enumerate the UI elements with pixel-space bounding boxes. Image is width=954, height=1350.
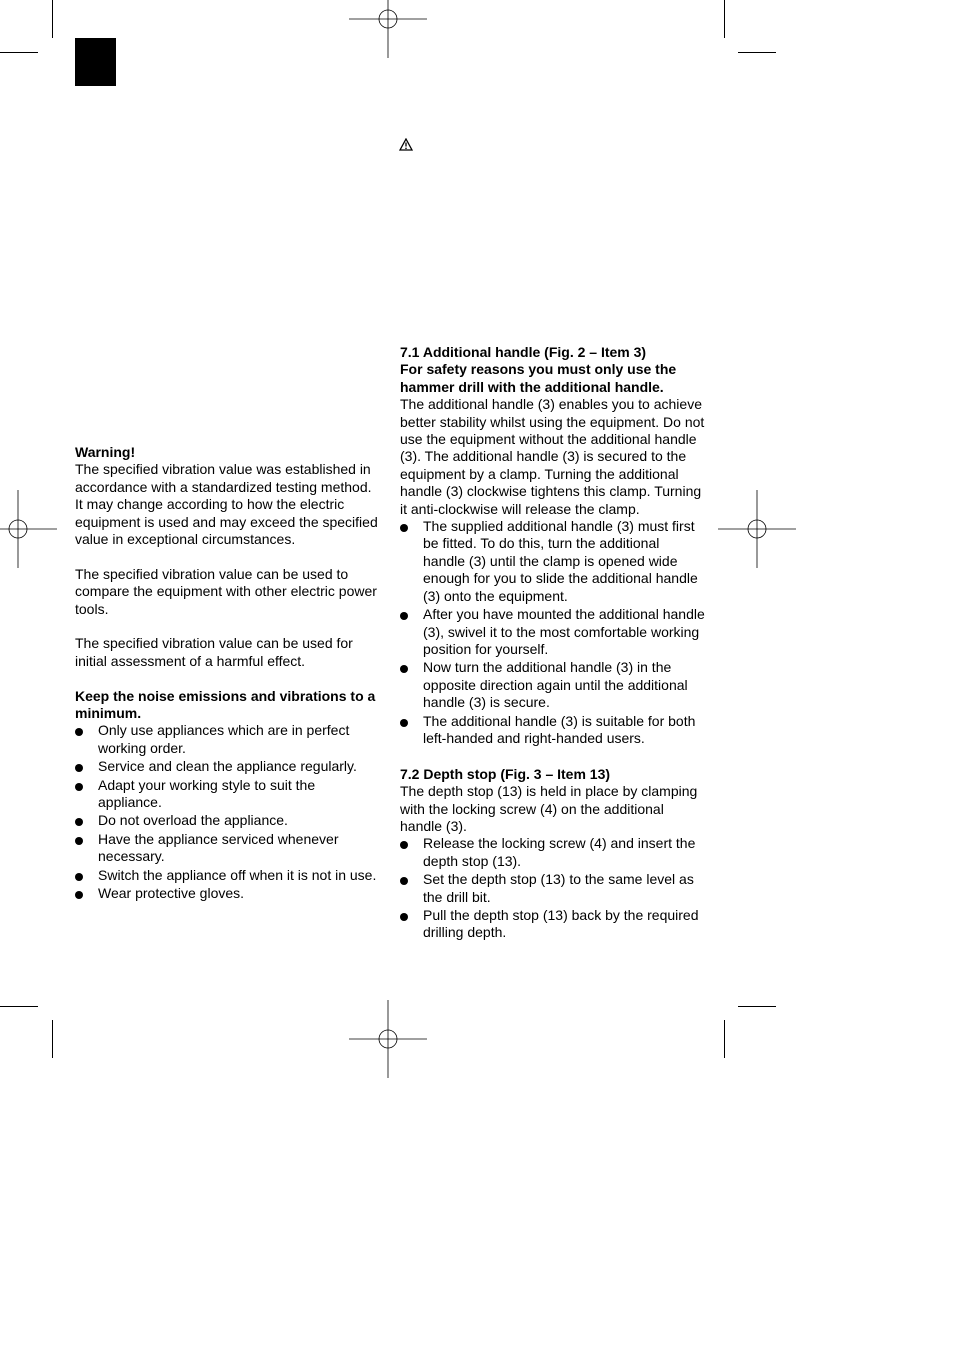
paragraph: The specified vibration value was established in accordance with a standardized testing method. It may change according to how the electric equipment is used and may exceed the specified value in exceptional circumstances. bbox=[75, 461, 378, 548]
section-heading: Keep the noise emissions and vibrations to a minimum. bbox=[75, 687, 376, 722]
safety-note: For safety reasons you must only use the hammer drill with the additional handle. bbox=[400, 361, 677, 395]
bullet-icon bbox=[400, 877, 408, 885]
warning-triangle-icon bbox=[399, 138, 413, 151]
section-title: 7.1 Additional handle (Fig. 2 – Item 3) bbox=[400, 344, 647, 360]
bullet-icon bbox=[400, 524, 408, 532]
list-item: Have the appliance serviced whenever necessary. bbox=[75, 831, 380, 866]
bullet-icon bbox=[75, 837, 83, 845]
registration-mark-icon bbox=[0, 490, 57, 568]
bullet-icon bbox=[400, 913, 408, 921]
list-item: Release the locking screw (4) and insert the depth stop (13). bbox=[400, 835, 705, 870]
list-item: Wear protective gloves. bbox=[75, 885, 380, 902]
list-item: After you have mounted the additional handle (3), swivel it to the most comfortable working position for yourself. bbox=[400, 606, 705, 658]
list-item: The supplied additional handle (3) must first be fitted. To do this, turn the additional handle (3) until the clamp is opened wide enough for you to slide the additional handle (3) onto the equipment. bbox=[400, 518, 705, 605]
list-item: The additional handle (3) is suitable for both left-handed and right-handed users. bbox=[400, 713, 705, 748]
bullet-icon bbox=[75, 818, 83, 826]
registration-mark-icon bbox=[718, 490, 796, 568]
bullet-icon bbox=[75, 728, 83, 736]
left-column bbox=[75, 444, 380, 904]
bullet-icon bbox=[75, 873, 83, 881]
warning-heading: Warning! bbox=[75, 444, 136, 460]
list-item: Only use appliances which are in perfect working order. bbox=[75, 722, 380, 757]
bullet-list bbox=[400, 835, 705, 941]
bullet-icon bbox=[75, 783, 83, 791]
crop-mark bbox=[738, 52, 776, 53]
crop-mark bbox=[724, 0, 725, 38]
registration-mark-icon bbox=[349, 1000, 427, 1078]
language-tab-marker bbox=[75, 38, 116, 86]
bullet-list bbox=[400, 518, 705, 747]
list-item: Pull the depth stop (13) back by the required drilling depth. bbox=[400, 907, 705, 942]
crop-mark bbox=[724, 1020, 725, 1058]
paragraph: The additional handle (3) enables you to achieve better stability whilst using the equipment. Do not use the equipment without the additional handle (3). The additional handle (3) is secured to the equipment by a clamp. Turning the additional handle (3) clockwise tightens this clamp. Turning it anti-clockwise will release the clamp. bbox=[400, 396, 705, 517]
bullet-icon bbox=[400, 612, 408, 620]
bullet-icon bbox=[75, 764, 83, 772]
paragraph: The depth stop (13) is held in place by clamping with the locking screw (4) on the additional handle (3). bbox=[400, 783, 698, 834]
right-column bbox=[400, 344, 705, 943]
paragraph: The specified vibration value can be used for initial assessment of a harmful effect. bbox=[75, 635, 353, 669]
paragraph: The specified vibration value can be used to compare the equipment with other electric power tools. bbox=[75, 565, 377, 617]
list-item: Adapt your working style to suit the appliance. bbox=[75, 777, 380, 812]
list-item: Switch the appliance off when it is not in use. bbox=[75, 867, 380, 884]
list-item: Service and clean the appliance regularly. bbox=[75, 758, 380, 775]
crop-mark bbox=[0, 1006, 38, 1007]
list-item: Do not overload the appliance. bbox=[75, 812, 380, 829]
crop-mark bbox=[52, 0, 53, 38]
registration-mark-icon bbox=[349, 0, 427, 58]
bullet-list bbox=[75, 722, 380, 902]
bullet-icon bbox=[400, 665, 408, 673]
bullet-icon bbox=[400, 719, 408, 727]
crop-mark bbox=[738, 1006, 776, 1007]
bullet-icon bbox=[400, 841, 408, 849]
list-item: Now turn the additional handle (3) in the opposite direction again until the additional handle (3) is secure. bbox=[400, 659, 705, 711]
bullet-icon bbox=[75, 891, 83, 899]
section-title: 7.2 Depth stop (Fig. 3 – Item 13) bbox=[400, 765, 611, 782]
list-item: Set the depth stop (13) to the same level as the drill bit. bbox=[400, 871, 705, 906]
crop-mark bbox=[52, 1020, 53, 1058]
crop-mark bbox=[0, 52, 38, 53]
